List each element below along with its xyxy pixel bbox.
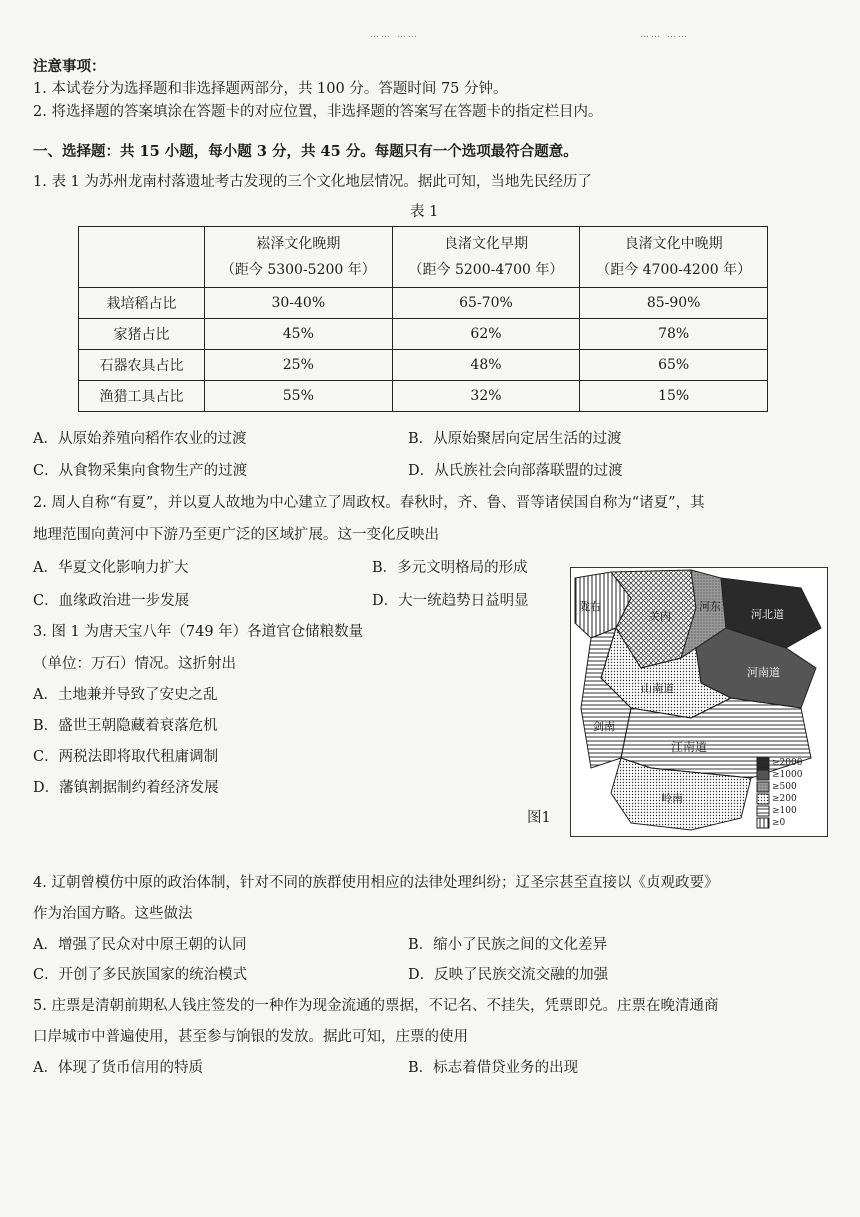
option-b: B．从原始聚居向定居生活的过渡 (408, 431, 622, 447)
question-stem: （单位：万石）情况。这折射出 (33, 656, 236, 672)
option-c: C．开创了多民族国家的统治模式 (33, 967, 248, 983)
row-label: 家猪占比 (79, 319, 205, 350)
notice-item: 2. 将选择题的答案填涂在答题卡的对应位置，非选择题的答案写在答题卡的指定栏目内。 (33, 104, 603, 120)
table-cell: 65% (580, 350, 768, 381)
legend-label: ≥1000 (772, 770, 803, 780)
tang-granary-map (570, 567, 828, 837)
notice-item: 1. 本试卷分为选择题和非选择题两部分，共 100 分。答题时间 75 分钟。 (33, 81, 508, 97)
question-stem: 2. 周人自称“有夏”，并以夏人故地为中心建立了周政权。春秋时，齐、鲁、晋等诸侯国自称为“诸夏”，其 (33, 495, 705, 511)
map-label: 关内 (649, 610, 671, 623)
map-label: 山南道 (641, 682, 674, 695)
legend-label: ≥200 (772, 794, 797, 804)
map-label: 河南道 (747, 666, 780, 679)
table-row (79, 381, 768, 412)
question-stem: 3. 图 1 为唐天宝八年（749 年）各道官仓储粮数量 (33, 624, 364, 640)
option-b: B．多元文明格局的形成 (372, 560, 528, 576)
table-cell: 65-70% (392, 288, 580, 319)
header-mark: …… …… (370, 30, 419, 40)
legend-swatch (757, 794, 769, 804)
strata-table (78, 226, 768, 412)
question-stem: 地理范围向黄河中下游乃至更广泛的区域扩展。这一变化反映出 (33, 527, 439, 543)
option-a: A．体现了货币信用的特质 (33, 1060, 203, 1076)
table-cell: 32% (392, 381, 580, 412)
column-name: 良渚文化早期 (443, 236, 528, 252)
option-b: B．缩小了民族之间的文化差异 (408, 937, 608, 953)
map-label: 陇右 (579, 600, 601, 613)
column-name: 良渚文化中晚期 (624, 236, 723, 252)
table-cell: 48% (392, 350, 580, 381)
option-a: A．增强了民众对中原王朝的认同 (33, 937, 247, 953)
option-c: C．血缘政治进一步发展 (33, 593, 190, 609)
table-cell: 78% (580, 319, 768, 350)
option-d: D．大一统趋势日益明显 (372, 593, 529, 609)
table-cell: 85-90% (580, 288, 768, 319)
table-row (79, 319, 768, 350)
table-cell: 25% (205, 350, 393, 381)
table-corner-cell (79, 227, 205, 288)
option-d: D．从氏族社会向部落联盟的过渡 (408, 463, 623, 479)
header-mark-right: …… …… (640, 30, 689, 40)
row-label: 栽培稻占比 (79, 288, 205, 319)
option-c: C．两税法即将取代租庸调制 (33, 749, 219, 765)
legend-label: ≥0 (772, 818, 786, 828)
column-header (580, 227, 768, 288)
legend-swatch (757, 806, 769, 816)
map-label: 河北道 (751, 608, 784, 621)
table-cell: 30-40% (205, 288, 393, 319)
map-label: 剑南 (593, 720, 615, 733)
column-header (392, 227, 580, 288)
option-b: B．盛世王朝隐藏着衰落危机 (33, 718, 218, 734)
legend-label: ≥2000 (772, 758, 803, 768)
legend-swatch (757, 818, 769, 828)
column-range: （距今 5200-4700 年） (408, 262, 564, 278)
option-a: A．从原始养殖向稻作农业的过渡 (33, 431, 247, 447)
map-label: 岭南 (661, 792, 683, 805)
table-row (79, 350, 768, 381)
table-row (79, 288, 768, 319)
row-label: 渔猎工具占比 (79, 381, 205, 412)
option-c: C．从食物采集向食物生产的过渡 (33, 463, 248, 479)
question-stem: 口岸城市中普遍使用，甚至参与饷银的发放。据此可知，庄票的使用 (33, 1029, 468, 1045)
legend-label: ≥100 (772, 806, 797, 816)
map-label: 江南道 (671, 740, 708, 754)
map-legend (757, 758, 769, 828)
option-a: A．华夏文化影响力扩大 (33, 560, 189, 576)
map-label: 河东 (699, 600, 721, 613)
table-cell: 45% (205, 319, 393, 350)
question-stem: 4. 辽朝曾模仿中原的政治体制，针对不同的族群使用相应的法律处理纠纷；辽圣宗甚至直接以《贞观政要》 (33, 875, 719, 891)
column-range: （距今 5300-5200 年） (220, 262, 376, 278)
column-range: （距今 4700-4200 年） (596, 262, 752, 278)
legend-swatch (757, 770, 769, 780)
legend-swatch (757, 758, 769, 768)
column-name: 崧泽文化晚期 (256, 236, 341, 252)
option-a: A．土地兼并导致了安史之乱 (33, 687, 218, 703)
option-d: D．藩镇割据制约着经济发展 (33, 780, 219, 796)
option-b: B．标志着借贷业务的出现 (408, 1060, 579, 1076)
legend-label: ≥500 (772, 782, 797, 792)
table-cell: 55% (205, 381, 393, 412)
table-cell: 15% (580, 381, 768, 412)
question-stem: 5. 庄票是清朝前期私人钱庄签发的一种作为现金流通的票据，不记名、不挂失，凭票即兑。庄票在晚清通商 (33, 998, 719, 1014)
question-stem: 1. 表 1 为苏州龙南村落遗址考古发现的三个文化地层情况。据此可知，当地先民经历了 (33, 174, 592, 190)
notice-title: 注意事项： (33, 58, 106, 75)
figure-caption: 图1 (527, 810, 551, 826)
option-d: D．反映了民族交流交融的加强 (408, 967, 609, 983)
question-stem: 作为治国方略。这些做法 (33, 906, 193, 922)
column-header (205, 227, 393, 288)
row-label: 石器农具占比 (79, 350, 205, 381)
legend-swatch (757, 782, 769, 792)
section-title: 一、选择题：共 15 小题，每小题 3 分，共 45 分。每题只有一个选项最符合题意。 (33, 143, 578, 160)
table-caption: 表 1 (410, 204, 439, 220)
table-cell: 62% (392, 319, 580, 350)
